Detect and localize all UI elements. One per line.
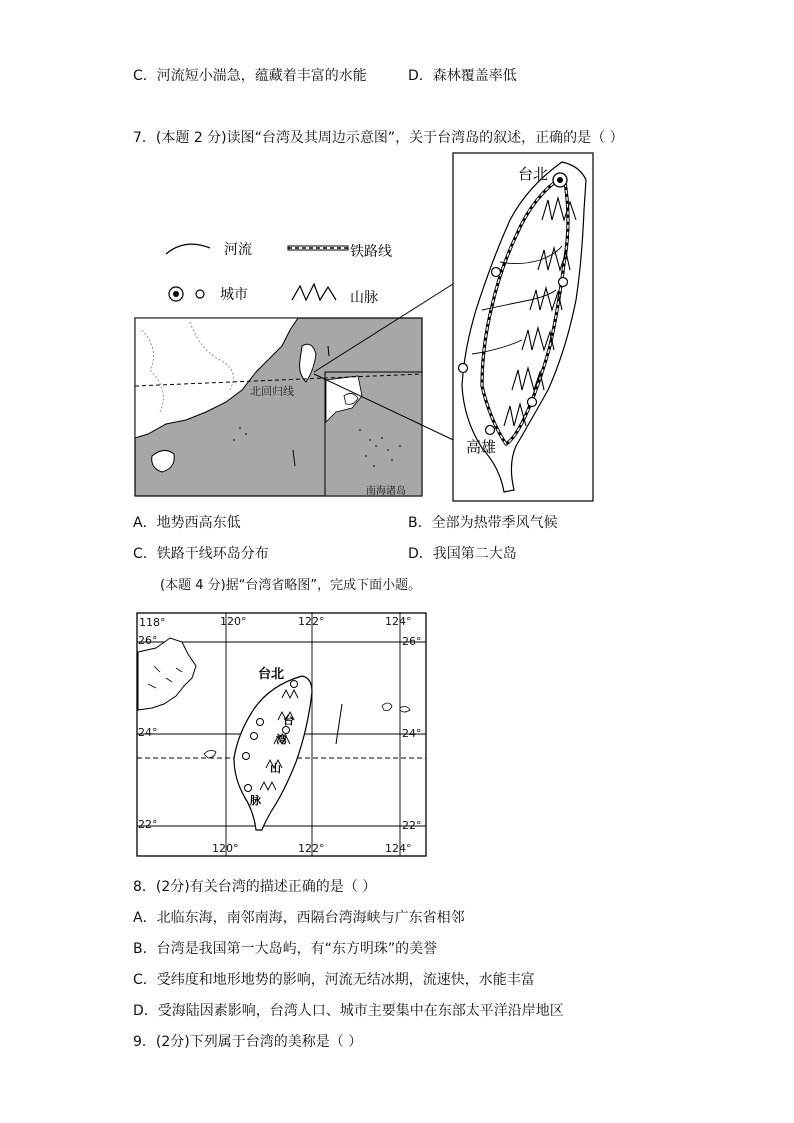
taipei-city-icon bbox=[553, 173, 567, 187]
legend-mountain-label: 山脉 bbox=[350, 290, 378, 306]
taipei-label: 台北 bbox=[518, 165, 549, 183]
taiwan-enlarged-map bbox=[453, 153, 593, 501]
q7-option-b: B．全部为热带季风气候 bbox=[408, 515, 558, 531]
range-label-char: 湾 bbox=[276, 733, 287, 746]
q7-stem: 7．(本题 2 分)读图“台湾及其周边示意图”，关于台湾岛的叙述，正确的是（ ） bbox=[133, 130, 624, 146]
river-legend-icon bbox=[166, 244, 210, 254]
q8-option-d: D．受海陆因素影响，台湾人口、城市主要集中在东部太平洋沿岸地区 bbox=[133, 1003, 564, 1019]
south-china-sea-islands-label: 南海诸岛 bbox=[366, 486, 406, 497]
range-label-char: 山 bbox=[270, 762, 281, 775]
q8-option-c: C．受纬度和地形地势的影响，河流无结冰期，流速快，水能丰富 bbox=[133, 972, 535, 988]
taipei-label: 台北 bbox=[258, 667, 285, 682]
taiwan-province-sketch-map bbox=[136, 612, 428, 858]
range-label-char: 台 bbox=[283, 714, 294, 727]
regional-map bbox=[135, 318, 422, 497]
taiwan-surroundings-figure bbox=[130, 150, 600, 510]
lon-label-bottom: 120° bbox=[212, 842, 239, 855]
lat-label-right: 26° bbox=[402, 635, 422, 648]
legend-river-label: 河流 bbox=[224, 242, 252, 258]
lat-label-left: 24° bbox=[138, 726, 158, 739]
kaohsiung-label: 高雄 bbox=[466, 438, 497, 456]
lat-label-right: 24° bbox=[402, 727, 422, 740]
city-icon bbox=[528, 398, 537, 407]
range-label-char: 脉 bbox=[250, 794, 261, 807]
q8-stem: 8．(2分)有关台湾的描述正确的是（ ） bbox=[133, 879, 377, 895]
lon-label-bottom: 124° bbox=[385, 842, 412, 855]
lon-label-bottom: 122° bbox=[298, 842, 325, 855]
q7-option-a: A．地势西高东低 bbox=[133, 515, 241, 531]
q8-option-a: A．北临东海，南邻南海，西隔台湾海峡与广东省相邻 bbox=[133, 910, 465, 926]
group-intro: (本题 4 分)据“台湾省略图”，完成下面小题。 bbox=[160, 578, 422, 593]
q7-option-d: D．我国第二大岛 bbox=[408, 546, 517, 562]
lat-label-right: 22° bbox=[402, 819, 422, 832]
legend-railway-label: 铁路线 bbox=[350, 244, 392, 260]
city-legend-icon bbox=[169, 287, 204, 301]
q8-option-b: B．台湾是我国第一大岛屿，有“东方明珠”的美誉 bbox=[133, 941, 438, 957]
q6-option-c: C．河流短小湍急，蕴藏着丰富的水能 bbox=[133, 68, 367, 84]
city-icon bbox=[559, 278, 568, 287]
railway-legend-icon bbox=[288, 246, 348, 250]
tropic-of-cancer-label: 北回归线 bbox=[250, 385, 294, 398]
lat-label-left: 22° bbox=[138, 818, 158, 831]
lat-label-left: 26° bbox=[138, 634, 158, 647]
q7-option-c: C．铁路干线环岛分布 bbox=[133, 546, 269, 562]
legend-city-label: 城市 bbox=[220, 287, 248, 303]
lon-label-top: 120° bbox=[220, 615, 247, 628]
mountain-legend-icon bbox=[292, 284, 336, 300]
lon-label-left: 118° bbox=[139, 616, 166, 629]
kaohsiung-city-icon bbox=[486, 426, 495, 435]
lon-label-top: 122° bbox=[298, 615, 325, 628]
lon-label-top: 124° bbox=[385, 615, 412, 628]
city-icon bbox=[459, 364, 468, 373]
city-icon bbox=[492, 268, 501, 277]
q9-stem: 9．(2分)下列属于台湾的美称是（ ） bbox=[133, 1034, 363, 1050]
q6-option-d: D．森林覆盖率低 bbox=[408, 68, 517, 84]
map-legend bbox=[166, 241, 392, 306]
